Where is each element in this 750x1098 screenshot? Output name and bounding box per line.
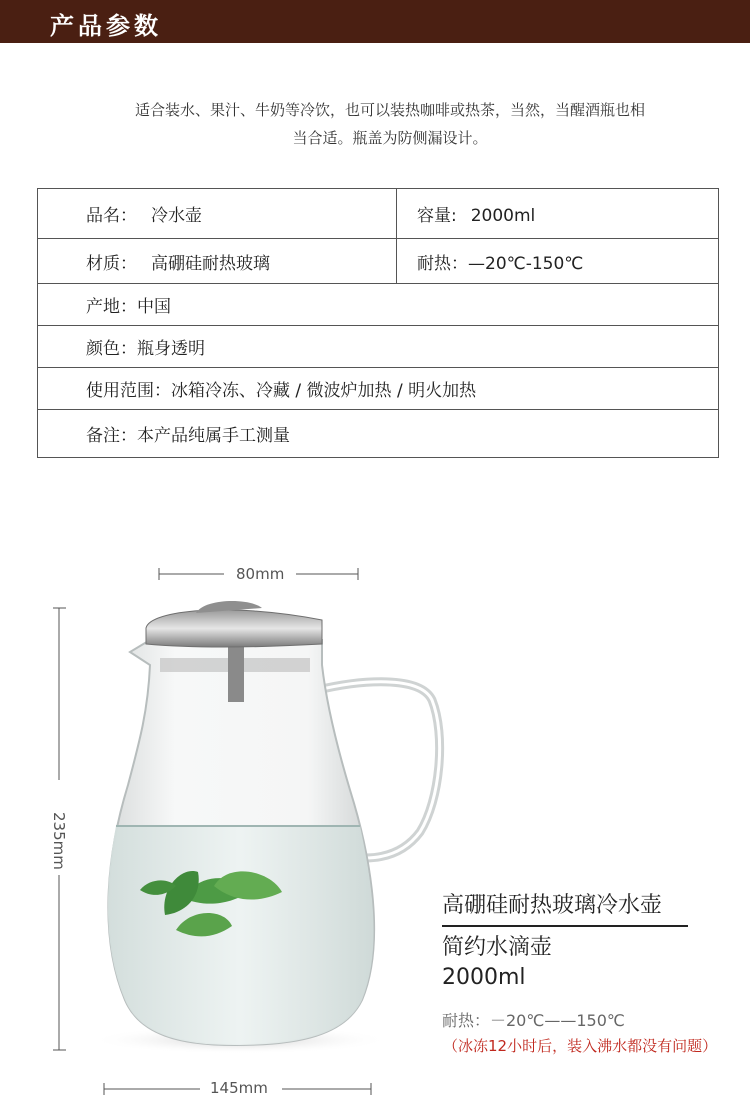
water (108, 826, 374, 1045)
spec-capacity-value: 2000ml (470, 206, 536, 226)
section-title: 产品参数 (50, 12, 162, 40)
spec-heat-cell (397, 239, 719, 284)
spec-name-value: 冷水壶 (151, 206, 202, 226)
product-warning: （冰冻12小时后，装入沸水都没有问题） (443, 1037, 718, 1055)
dimension-height-label: 235mm (50, 812, 68, 870)
product-photo (0, 540, 750, 1098)
spec-usage: 使用范围：冰箱冷冻、冷藏 / 微波炉加热 / 明火加热 (38, 368, 719, 410)
product-subtitle: 简约水滴壶 (442, 935, 553, 960)
dimension-width-top-label: 80mm (236, 565, 285, 583)
product-heat-range: 耐热：－20℃——150℃ (442, 1011, 625, 1030)
spec-table (37, 188, 719, 458)
spec-name-label: 品名： (86, 206, 137, 226)
dimension-width-bottom-label: 145mm (210, 1079, 268, 1097)
spec-heat-label: 耐热： (417, 253, 468, 274)
intro-text-line-1: 适合装水、果汁、牛奶等冷饮，也可以装热咖啡或热茶，当然，当醒酒瓶也相 (134, 101, 645, 119)
spec-capacity-cell (397, 189, 719, 239)
jug-lid (146, 610, 322, 647)
product-name: 高硼硅耐热玻璃冷水壶 (442, 893, 663, 918)
spec-heat-value: —20℃-150℃ (468, 253, 584, 274)
intro-text-line-2: 当合适。瓶盖为防侧漏设计。 (292, 129, 488, 147)
spec-origin: 产地：中国 (38, 284, 719, 326)
product-name-rule (442, 925, 688, 927)
spec-material-value: 高硼硅耐热玻璃 (151, 253, 270, 274)
spec-name-cell (38, 189, 397, 239)
product-capacity: 2000ml (442, 965, 526, 990)
spec-note: 备注：本产品纯属手工测量 (38, 410, 719, 458)
spec-material-cell (38, 239, 397, 284)
spec-capacity-label: 容量: (417, 206, 457, 226)
spec-color: 颜色：瓶身透明 (38, 326, 719, 368)
spec-material-label: 材质： (86, 253, 137, 274)
